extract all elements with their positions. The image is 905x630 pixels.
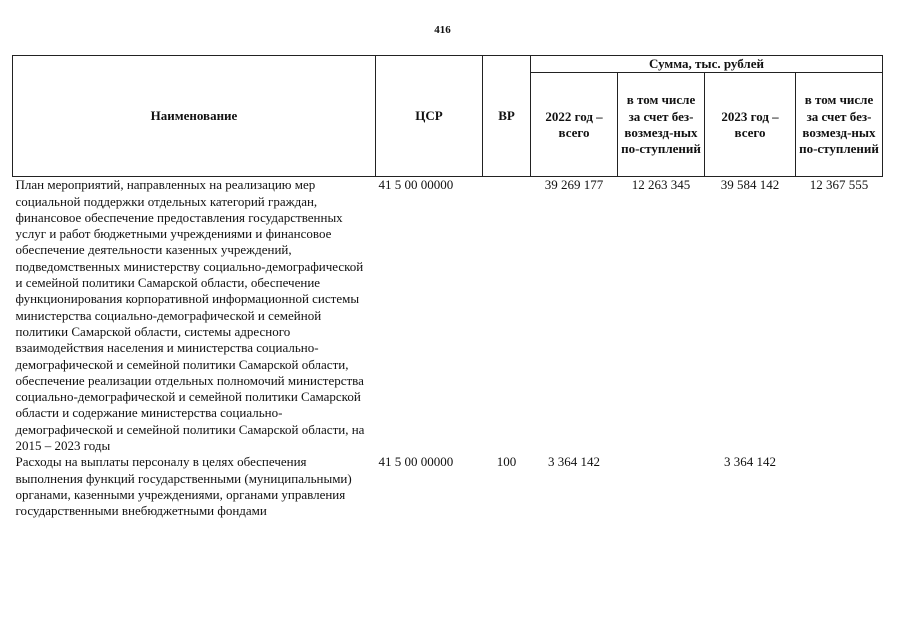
header-csr: ЦСР: [376, 56, 483, 177]
table-row: [13, 454, 883, 519]
row-2022-total: 3 364 142: [548, 454, 600, 470]
budget-table: [12, 55, 883, 520]
row-vr: 100: [496, 454, 517, 470]
header-sum-group: Сумма, тыс. рублей: [531, 56, 883, 73]
row-2022-total: 39 269 177: [544, 177, 604, 193]
row-name: Расходы на выплаты персоналу в целях обеспечения выполнения функций государственными (муниципальными) органами, казенными учреждениями, органами управления государственными внебюджетными фондами: [15, 454, 352, 519]
row-csr: 41 5 00 00000: [378, 177, 454, 193]
row-2023-grants: 12 367 555: [809, 177, 869, 193]
header-name: Наименование: [13, 56, 376, 177]
row-2023-total: 3 364 142: [724, 454, 776, 470]
header-2022-total: 2022 год – всего: [531, 73, 618, 177]
header-2023-grants: в том числе за счет без-возмезд-ных по-ступлений: [796, 73, 883, 177]
row-2023-total: 39 584 142: [720, 177, 780, 193]
row-name: План мероприятий, направленных на реализацию мер социальной поддержки отдельных категорий граждан, финансовое обеспечение предоставления государственных услуг и работ бюджетными учреждениями и финансовое обеспечение деятельности казенных учреждений, подведомственных министерству социально-демографической и семейной политики Самарской области, обеспечение функционирования корпоративной информационной системы министерства социально-демографической и семейной политики Самарской области, системы адресного взаимодействия населения и министерства социально-демографической и семейной политики Самарской области, обеспечение реализации отдельных полномочий министерства социально-демографической и семейной политики Самарской области и содержание министерства социально-демографической и семейной политики Самарской области, на 2015 – 2023 годы: [15, 177, 365, 454]
header-2023-total: 2023 год – всего: [705, 73, 796, 177]
row-csr: 41 5 00 00000: [378, 454, 454, 470]
row-2023-grants: [796, 454, 883, 519]
page-number: 416: [434, 24, 451, 36]
table-row: [13, 177, 883, 455]
table-header: [13, 56, 883, 177]
row-vr: [483, 177, 531, 455]
header-2022-grants: в том числе за счет без-возмезд-ных по-ступлений: [618, 73, 705, 177]
row-2022-grants: 12 263 345: [631, 177, 691, 193]
header-vr: ВР: [483, 56, 531, 177]
row-2022-grants: [618, 454, 705, 519]
